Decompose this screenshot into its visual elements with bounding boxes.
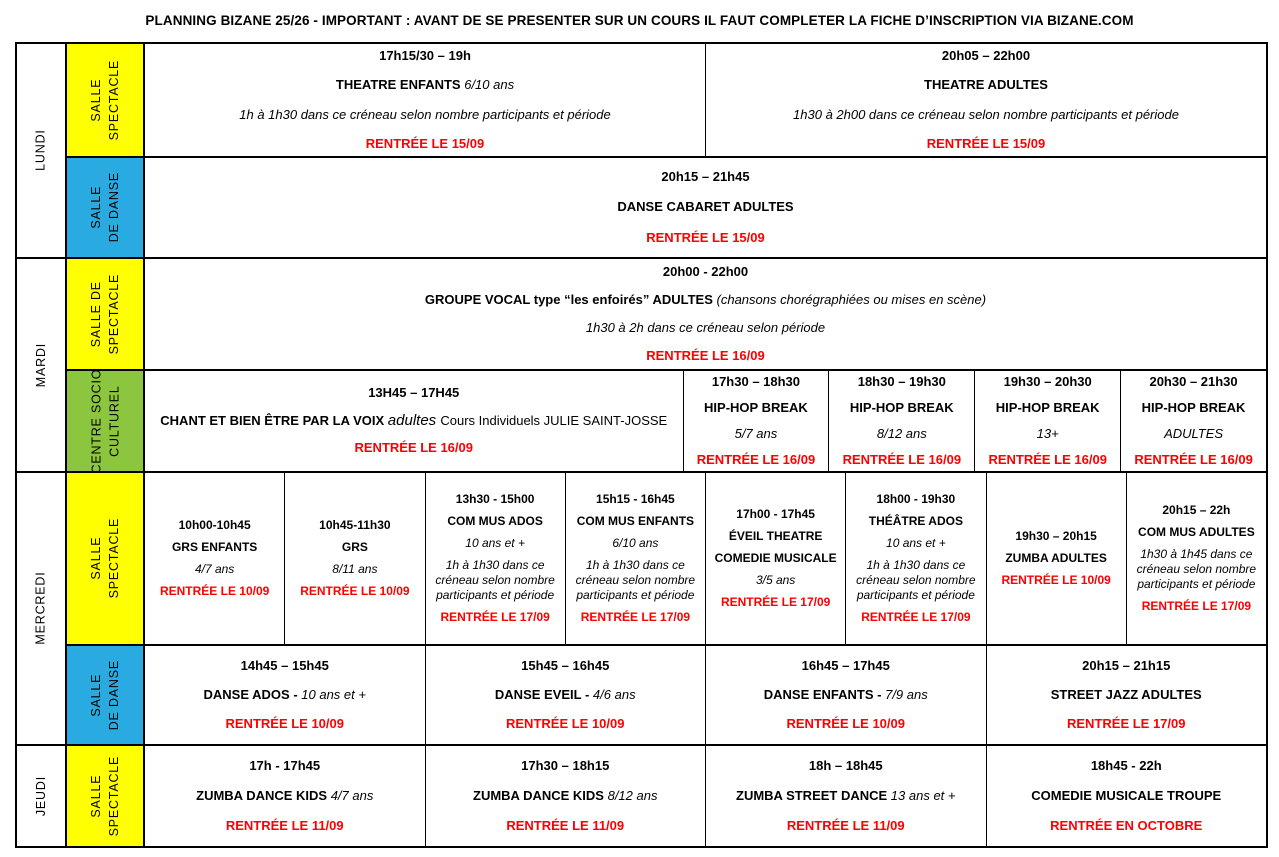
rentree-note: RENTRÉE LE 17/09 — [440, 610, 550, 624]
text-segment: 18h45 - 22h — [1090, 757, 1162, 773]
day-column-jeudi — [17, 746, 67, 846]
cell-line — [715, 551, 837, 566]
text-segment: 20h05 – 22h00 — [941, 48, 1031, 63]
rentree-note: RENTRÉE LE 17/09 — [580, 610, 691, 624]
day-column-lundi — [17, 44, 67, 257]
cell-line — [506, 818, 624, 834]
text-segment: CHANT ET BIEN ÊTRE PAR LA VOIX — [160, 412, 388, 428]
text-segment: ZUMBA DANCE KIDS — [473, 787, 608, 803]
text-segment: 10h00-10h45 — [178, 518, 251, 532]
venue-cell — [67, 473, 145, 644]
text-segment: GROUPE VOCAL type “les enfoirés” ADULTES — [424, 291, 717, 307]
text-segment: Cours Individuels JULIE SAINT-JOSSE — [440, 412, 668, 428]
rentree-note: RENTRÉE LE 10/09 — [225, 716, 344, 732]
text-segment: 17h30 – 18h30 — [711, 373, 801, 389]
text-segment: GRS ENFANTS — [171, 540, 258, 554]
rentree-note: RENTRÉE LE 11/09 — [506, 818, 625, 834]
schedule-cell — [145, 158, 1266, 257]
text-segment: 15h15 - 16h45 — [596, 492, 675, 506]
text-segment: 4/7 ans — [330, 787, 374, 803]
text-segment: 6/10 ans — [464, 77, 515, 93]
cells-row — [145, 44, 1266, 156]
rentree-note: RENTRÉE LE 15/09 — [926, 135, 1046, 151]
venue-label-line: SPECTACLE — [107, 273, 122, 355]
cell-line — [456, 492, 535, 507]
cell-line — [1142, 599, 1251, 614]
cells-row — [145, 158, 1266, 257]
cell-line — [661, 169, 749, 185]
text-segment: 17h00 - 17h45 — [736, 507, 815, 521]
venue-label — [87, 274, 123, 355]
cell-line — [1004, 374, 1092, 390]
day-block-mercredi — [17, 473, 1266, 746]
cell-line — [1149, 374, 1237, 390]
cell-line — [379, 48, 471, 64]
text-segment: (chansons chorégraphiées ou mises en scène) — [716, 291, 987, 307]
rentree-note: RENTRÉE LE 17/09 — [861, 610, 971, 624]
text-segment: HIP-HOP BREAK — [1141, 399, 1246, 415]
venue-cell — [67, 368, 145, 474]
cell-line — [886, 536, 946, 551]
text-segment: ZUMBA DANCE KIDS — [196, 787, 331, 803]
day-rows — [67, 44, 1266, 257]
cell-line — [996, 400, 1100, 416]
rentree-note: RENTRÉE LE 15/09 — [365, 135, 485, 151]
cell-line — [473, 788, 657, 804]
text-segment: 13+ — [1036, 426, 1059, 441]
cell-line — [586, 320, 825, 336]
text-segment: 7/9 ans — [885, 686, 928, 702]
text-segment: 1h à 1h30 dans ce créneau selon nombre participants et période — [856, 558, 976, 602]
cell-line — [239, 107, 610, 123]
cell-line — [1091, 758, 1162, 774]
rentree-note: RENTRÉE LE 16/09 — [696, 452, 816, 468]
cell-line — [850, 400, 954, 416]
text-segment: HIP-HOP BREAK — [995, 399, 1100, 415]
rentree-note: RENTRÉE LE 16/09 — [1134, 452, 1253, 468]
text-segment: 4/7 ans — [194, 562, 235, 576]
text-segment: 16h45 – 17h45 — [801, 657, 890, 673]
cell-line — [646, 348, 765, 364]
cell-line — [1162, 503, 1230, 518]
text-segment: 13 ans et + — [890, 787, 956, 803]
text-segment: 10h45-11h30 — [319, 518, 391, 532]
schedule-cell — [426, 746, 707, 846]
cell-line — [793, 107, 1179, 123]
text-segment: 1h à 1h30 dans ce créneau selon nombre participants et période — [435, 558, 555, 602]
venue-label-line: CENTRE SOCIO — [88, 368, 103, 474]
planning-table — [15, 42, 1268, 848]
schedule-cell — [145, 371, 684, 471]
text-segment: DANSE CABARET ADULTES — [617, 199, 794, 215]
cell-line — [853, 558, 978, 603]
text-segment: 17h - 17h45 — [249, 757, 321, 773]
venue-label-line: SALLE — [88, 186, 103, 229]
rentree-note: RENTRÉE LE 10/09 — [786, 716, 905, 732]
cell-line — [160, 584, 269, 599]
venue-label-line: SALLE — [88, 774, 103, 818]
cell-line — [1051, 687, 1202, 703]
cell-line — [1138, 525, 1255, 540]
rentree-note: RENTRÉE LE 10/09 — [159, 584, 270, 598]
venue-label — [87, 660, 123, 730]
text-segment: 20h30 – 21h30 — [1149, 373, 1238, 389]
cell-line — [440, 610, 549, 625]
text-segment: 19h30 – 20h15 — [1015, 529, 1097, 543]
text-segment: 19h30 – 20h30 — [1003, 373, 1092, 389]
venue-label — [87, 518, 123, 599]
rentree-note: RENTRÉE LE 17/09 — [720, 595, 831, 609]
venue-row — [67, 368, 1266, 474]
cell-line — [787, 818, 905, 834]
cell-line — [425, 292, 986, 308]
cell-line — [942, 48, 1030, 64]
schedule-cell — [426, 646, 707, 744]
day-label: LUNDI — [33, 129, 48, 172]
rentree-note: RENTRÉE LE 16/09 — [988, 452, 1107, 468]
cell-line — [319, 518, 390, 533]
text-segment: DANSE ENFANTS - — [763, 686, 886, 702]
text-segment: COMEDIE MUSICALE TROUPE — [1031, 787, 1222, 803]
day-block-mardi — [17, 259, 1266, 473]
text-segment: 6/10 ans — [612, 536, 659, 550]
text-segment: THEATRE ENFANTS — [335, 77, 465, 93]
cell-line — [646, 230, 765, 246]
schedule-cell — [566, 473, 706, 644]
day-block-jeudi — [17, 746, 1266, 846]
schedule-cell — [987, 646, 1267, 744]
venue-cell — [67, 646, 145, 744]
cell-line — [877, 426, 927, 442]
text-segment: COM MUS ENFANTS — [576, 514, 695, 528]
schedule-cell — [846, 473, 986, 644]
cell-line — [1134, 547, 1259, 592]
schedule-cell — [145, 259, 1266, 369]
cells-row — [145, 473, 1266, 644]
page-title: PLANNING BIZANE 25/26 - IMPORTANT : AVANT DE SE PRESENTER SUR UN COURS IL FAUT COMPLETER LA FICHE D’INSCRIPTION VIA BIZANE.COM — [145, 13, 1134, 28]
rentree-note: RENTRÉE LE 16/09 — [354, 440, 473, 456]
cell-line — [764, 687, 928, 703]
cell-line — [729, 529, 823, 544]
text-segment: THÉÂTRE ADOS — [868, 514, 963, 528]
text-segment: 14h45 – 15h45 — [240, 657, 329, 673]
cell-line — [924, 77, 1048, 93]
day-block-lundi — [17, 44, 1266, 259]
cell-line — [465, 536, 525, 551]
text-segment: ÉVEIL THEATRE — [728, 529, 823, 543]
schedule-cell — [829, 371, 975, 471]
cell-line — [300, 584, 409, 599]
cell-line — [988, 452, 1107, 468]
venue-label-line: SALLE — [88, 78, 103, 122]
schedule-cell — [285, 473, 425, 644]
cells-row — [145, 371, 1266, 471]
cell-line — [241, 658, 329, 674]
text-segment: STREET JAZZ ADULTES — [1050, 686, 1202, 702]
text-segment: 1h à 1h30 dans ce créneau selon nombre participants et période — [239, 106, 611, 122]
cell-line — [735, 426, 778, 442]
venue-label-line: CULTUREL — [107, 385, 121, 457]
venue-row — [67, 259, 1266, 371]
text-segment: 1h à 1h30 dans ce créneau selon nombre participants et période — [575, 558, 696, 602]
day-label: JEUDI — [33, 775, 48, 817]
venue-label-line: SPECTACLE — [107, 755, 122, 837]
cell-line — [160, 412, 667, 431]
text-segment: ZUMBA ADULTES — [1005, 551, 1107, 565]
cell-line — [249, 758, 320, 774]
venue-row — [67, 746, 1266, 846]
text-segment: COM MUS ADOS — [447, 514, 543, 528]
cell-line — [521, 758, 609, 774]
cell-line — [172, 540, 257, 555]
text-segment: 8/12 ans — [876, 426, 927, 441]
rentree-note: RENTRÉE LE 15/09 — [646, 229, 765, 245]
schedule-cell — [706, 44, 1266, 156]
cell-line — [506, 716, 625, 732]
rentree-note: RENTRÉE LE 10/09 — [1001, 573, 1111, 587]
cell-line — [1015, 529, 1096, 544]
cell-line — [809, 758, 883, 774]
cell-line — [521, 658, 609, 674]
cell-line — [721, 595, 830, 610]
cell-line — [226, 716, 345, 732]
text-segment: 1h30 à 2h00 dans ce créneau selon nombre participants et période — [793, 106, 1179, 122]
venue-row — [67, 646, 1266, 744]
text-segment: 18h00 - 19h30 — [876, 492, 956, 506]
cell-line — [843, 452, 962, 468]
venue-label-line: DE DANSE — [107, 659, 121, 731]
schedule-cell — [987, 473, 1127, 644]
cell-line — [877, 492, 956, 507]
day-rows — [67, 259, 1266, 474]
text-segment: COM MUS ADULTES — [1138, 525, 1255, 539]
text-segment: 1h30 à 2h dans ce créneau selon période — [585, 320, 826, 335]
rentree-note: RENTRÉE EN OCTOBRE — [1050, 818, 1203, 834]
rentree-note: RENTRÉE LE 16/09 — [646, 348, 765, 364]
rentree-note: RENTRÉE LE 17/09 — [1067, 716, 1186, 732]
cell-line — [368, 385, 459, 401]
cell-line — [336, 77, 514, 93]
day-label: MERCREDI — [33, 571, 48, 646]
cell-line — [663, 264, 748, 280]
text-segment: 18h – 18h45 — [808, 757, 883, 773]
text-segment: 20h15 – 21h45 — [661, 169, 750, 185]
cell-line — [704, 400, 808, 416]
schedule-cell — [975, 371, 1121, 471]
text-segment: 10 ans et + — [465, 536, 525, 550]
cell-line — [1142, 400, 1246, 416]
cell-line — [577, 514, 694, 529]
venue-cell — [67, 259, 145, 369]
venue-cell — [67, 158, 145, 257]
venue-label-line: DE DANSE — [107, 172, 121, 243]
cell-line — [869, 514, 963, 529]
cell-line — [736, 788, 956, 804]
venue-label-line: SALLE — [88, 537, 103, 580]
rentree-note: RENTRÉE LE 10/09 — [506, 716, 625, 732]
cell-line — [1031, 788, 1221, 804]
venue-label-line: SALLE DE — [88, 280, 103, 348]
cell-line — [1001, 573, 1110, 588]
text-segment: ADULTES — [1164, 426, 1224, 441]
text-segment: 8/12 ans — [607, 787, 658, 803]
text-segment: 4/6 ans — [592, 686, 636, 702]
cell-line — [1082, 658, 1170, 674]
cells-row — [145, 746, 1266, 846]
schedule-cell — [706, 473, 846, 644]
cell-line — [581, 610, 690, 625]
text-segment: 18h30 – 19h30 — [857, 373, 946, 389]
text-segment: 20h15 – 22h — [1162, 503, 1231, 517]
cells-row — [145, 259, 1266, 369]
cell-line — [787, 716, 906, 732]
cell-line — [332, 562, 377, 577]
venue-row — [67, 158, 1266, 257]
cell-line — [927, 136, 1046, 152]
text-segment: 13h30 - 15h00 — [455, 492, 535, 506]
cell-line — [612, 536, 658, 551]
text-segment: 20h00 - 22h00 — [662, 263, 749, 279]
cells-row — [145, 646, 1266, 744]
rentree-note: RENTRÉE LE 10/09 — [300, 584, 410, 598]
venue-label — [87, 369, 123, 474]
venue-label-line: SALLE — [88, 673, 103, 717]
cell-line — [712, 374, 800, 390]
text-segment: 3/5 ans — [755, 573, 796, 587]
rentree-note: RENTRÉE LE 11/09 — [786, 818, 905, 834]
rentree-note: RENTRÉE LE 17/09 — [1141, 599, 1252, 613]
text-segment: HIP-HOP BREAK — [849, 399, 954, 415]
text-segment: 20h15 – 21h15 — [1082, 657, 1171, 673]
cell-line — [366, 136, 485, 152]
cell-line — [195, 562, 234, 577]
schedule-cell — [426, 473, 566, 644]
schedule-cell — [145, 44, 706, 156]
text-segment: THEATRE ADULTES — [924, 77, 1048, 93]
venue-label-line: SPECTACLE — [107, 59, 122, 141]
venue-label — [87, 172, 123, 242]
venue-cell — [67, 746, 145, 846]
venue-row — [67, 44, 1266, 158]
venue-cell — [67, 44, 145, 156]
venue-label-line: SPECTACLE — [107, 518, 122, 599]
text-segment: COMEDIE MUSICALE — [714, 551, 837, 565]
day-column-mardi — [17, 259, 67, 471]
cell-line — [196, 788, 373, 804]
venue-label — [87, 756, 123, 837]
venue-label — [87, 60, 123, 141]
cell-line — [1037, 426, 1059, 442]
schedule-cell — [1121, 371, 1266, 471]
cell-line — [355, 440, 474, 456]
text-segment: 10 ans et + — [301, 686, 366, 702]
schedule-cell — [684, 371, 830, 471]
text-segment: ZUMBA STREET DANCE — [736, 787, 891, 803]
cell-line — [802, 658, 890, 674]
cell-line — [495, 687, 636, 703]
cell-line — [1134, 452, 1253, 468]
cell-line — [342, 540, 368, 555]
day-column-mercredi — [17, 473, 67, 744]
cell-line — [433, 558, 558, 603]
cell-line — [858, 374, 946, 390]
cell-line — [447, 514, 543, 529]
text-segment: 13H45 – 17H45 — [368, 385, 460, 401]
cell-line — [596, 492, 675, 507]
schedule-cell — [987, 746, 1267, 846]
text-segment: GRS — [341, 540, 368, 554]
schedule-cell — [145, 646, 426, 744]
cell-line — [1164, 426, 1223, 442]
text-segment: DANSE ADOS - — [203, 686, 302, 702]
cell-line — [697, 452, 816, 468]
cell-line — [861, 610, 970, 625]
schedule-cell — [145, 746, 426, 846]
text-segment: 17h15/30 – 19h — [379, 48, 471, 63]
cell-line — [1050, 818, 1202, 834]
cell-line — [617, 199, 793, 215]
text-segment: DANSE EVEIL - — [494, 686, 593, 702]
schedule-cell — [145, 473, 285, 644]
text-segment: HIP-HOP BREAK — [704, 399, 808, 415]
day-label: MARDI — [33, 342, 48, 388]
text-segment: 15h45 – 16h45 — [521, 657, 610, 673]
cell-line — [756, 573, 795, 588]
cell-line — [204, 687, 366, 703]
text-segment: 17h30 – 18h15 — [521, 757, 610, 773]
rentree-note: RENTRÉE LE 16/09 — [842, 452, 962, 468]
cell-line — [573, 558, 698, 603]
cell-line — [226, 818, 344, 834]
cell-line — [736, 507, 815, 522]
day-rows — [67, 746, 1266, 846]
text-segment: 1h30 à 1h45 dans ce créneau selon nombre participants et période — [1136, 547, 1257, 591]
text-segment: 10 ans et + — [886, 536, 946, 550]
cell-line — [1067, 716, 1186, 732]
text-segment: 5/7 ans — [734, 426, 778, 441]
cell-line — [179, 518, 251, 533]
venue-row — [67, 473, 1266, 646]
text-segment: 8/11 ans — [332, 562, 378, 576]
schedule-cell — [706, 746, 987, 846]
cell-line — [1005, 551, 1107, 566]
schedule-cell — [1127, 473, 1266, 644]
schedule-cell — [706, 646, 987, 744]
rentree-note: RENTRÉE LE 11/09 — [225, 818, 344, 834]
day-rows — [67, 473, 1266, 744]
text-segment: adultes — [387, 411, 441, 429]
